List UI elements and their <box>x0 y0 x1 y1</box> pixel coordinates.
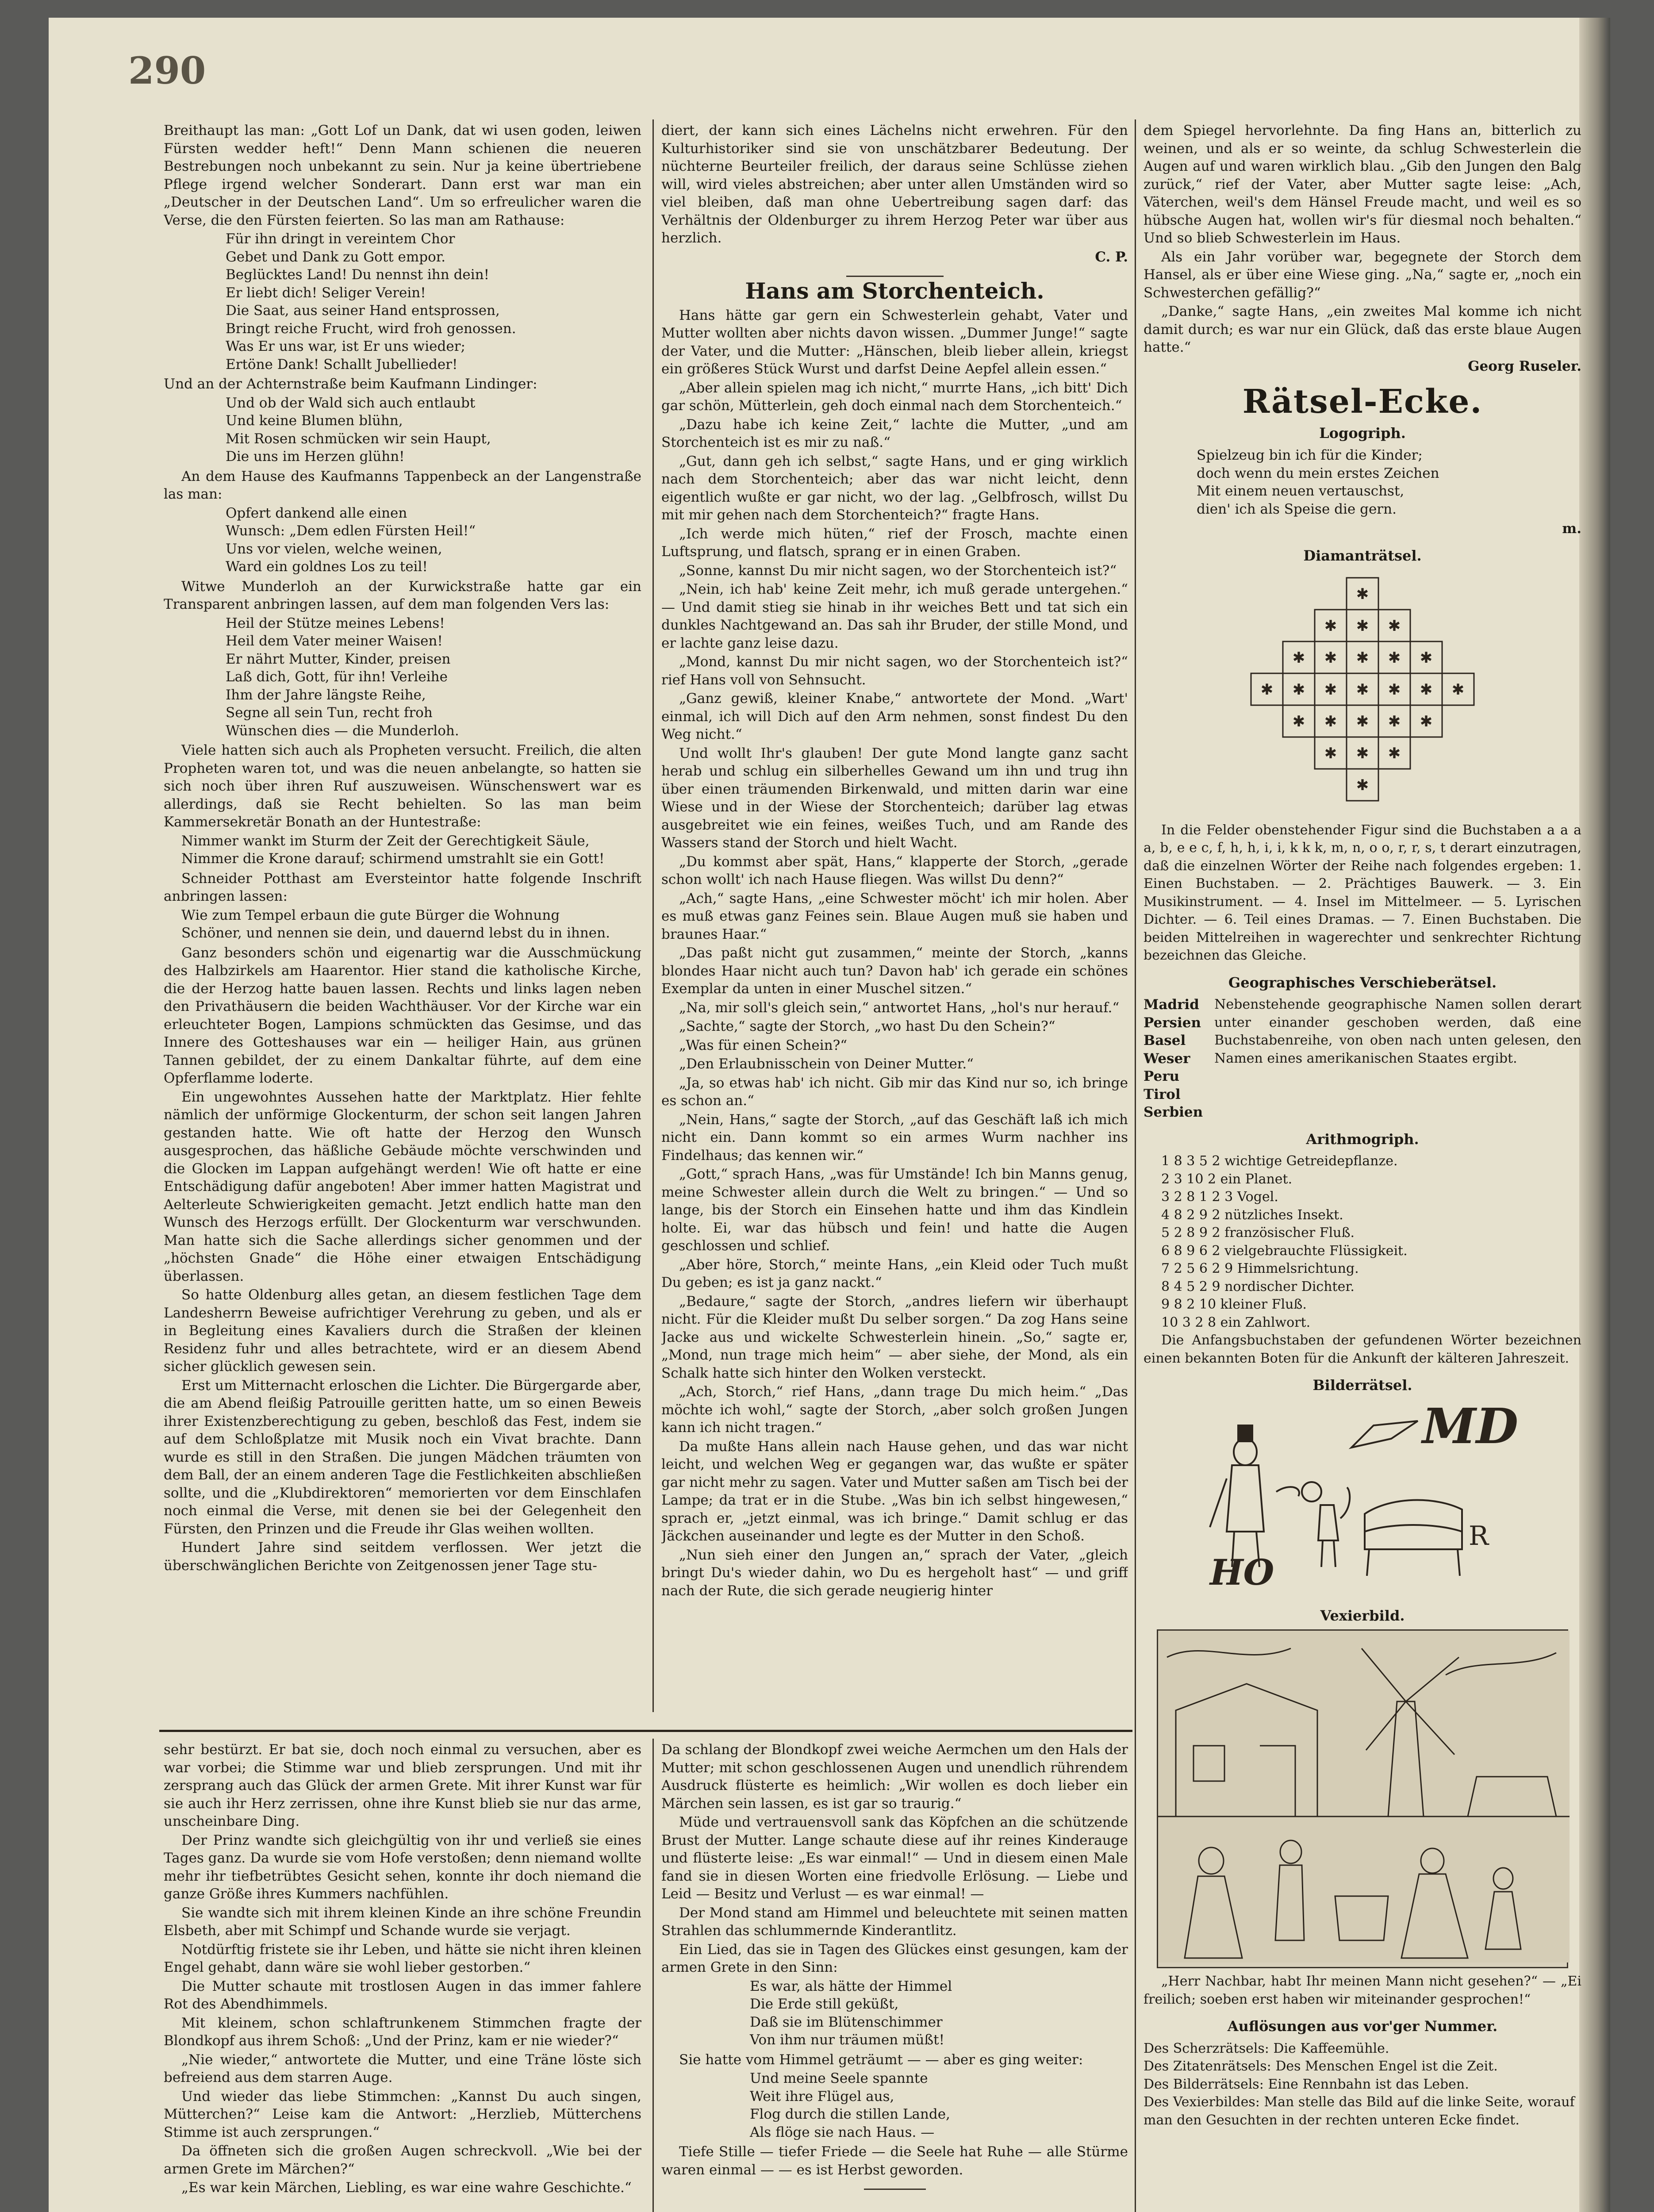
paragraph: „Nie wieder,“ antwortete die Mutter, und eine Träne löste sich befreiend aus dem starren Auge. <box>164 2051 641 2085</box>
diamond-star-icon: ✱ <box>1420 681 1433 699</box>
arithmogriph-line: 6 8 9 6 2 vielgebrauchte Flüssigkeit. <box>1161 1243 1408 1259</box>
verse-line: Von ihm nur träumen müßt! <box>750 2032 945 2048</box>
geo-puzzle-title: Geographisches Verschieberätsel. <box>1228 974 1497 991</box>
verse-line: Wunsch: „Dem edlen Fürsten Heil!“ <box>226 523 476 539</box>
verse <box>226 394 641 466</box>
diamond-star-icon: ✱ <box>1388 745 1401 762</box>
paragraph: „Den Erlaubnisschein von Deiner Mutter.“ <box>679 1056 974 1072</box>
diamond-star-icon: ✱ <box>1420 713 1433 730</box>
paragraph: Hans hätte gar gern ein Schwesterlein gehabt, Vater und Mutter wollten aber nichts davon wissen. „Dummer Junge!“ sagte der Vater, und die Mutter: „Hänschen, bleib lieber allein, kriegst ein größeres Stück Wurst und darfst Deine Aepfel allein essen.“ <box>661 307 1128 377</box>
paragraph: Und an der Achternstraße beim Kaufmann Lindinger: <box>164 376 537 392</box>
logogriph-verse <box>1197 446 1581 518</box>
diamond-puzzle-instructions: In die Felder obenstehender Figur sind die Buchstaben a a a a, b, e e c, f, h, h, i, i, k k k, m, n, o o, r, r, s, t derart einzutragen, daß die einzelnen Wörter der Reihe nach folgendes ergeben: 1. Einen Buchstaben. — 2. Prächtiges Bauwerk. — 3. Ein Musikinstrument. — 4. Insel im Mittelmeer. — 5. Lyrischen Dichter. — 6. Teil eines Dramas. — 7. Einen Buchstaben. Die beiden Mittelreihen in wagerechter und senkrechter Richtung bezeichnen das Gleiche. <box>1144 822 1581 963</box>
picture-puzzle-illustration <box>1144 1399 1581 1594</box>
paragraph: dem Spiegel hervorlehnte. Da fing Hans an, bitterlich zu weinen, und als er so weinte, da schlug Schwesterlein die Augen auf und waren wirklich blau. „Gib den Jungen den Balg zurück,“ rief der Vater, aber Mutter sagte leise: „Ach, Väterchen, weil's dem Hänsel Freude macht, und weil es so hübsche Augen hat, wollen wir's für diesmal noch behalten.“ Und so blieb Schwesterlein im Haus. <box>1144 123 1581 246</box>
paragraph: Notdürftig fristete sie ihr Leben, und hätte sie nicht ihren kleinen Engel gehabt, dann wäre sie wohl lieber gestorben.“ <box>164 1941 641 1975</box>
paragraph: sehr bestürzt. Er bat sie, doch noch einmal zu versuchen, aber es war vorbei; die Stimme war und blieb zersprungen. Und mit ihr zersprang auch das Glück der armen Grete. Mit ihrer Kunst war für sie auch ihr Herz zerrissen, ohne ihre Kunst blieb sie nur das arme, unscheinbare Ding. <box>164 1742 641 1829</box>
vexier-caption: „Herr Nachbar, habt Ihr meinen Mann nicht gesehen?“ — „Ei freilich; soeben erst haben wir miteinander gesprochen!“ <box>1144 1974 1581 2007</box>
paragraph: Da öffneten sich die großen Augen schreckvoll. „Wie bei der armen Grete im Märchen?“ <box>164 2143 641 2177</box>
verse <box>181 832 641 868</box>
book-edge <box>1579 18 1610 2212</box>
paragraph: „Dazu habe ich keine Zeit,“ lachte die Mutter, „und am Storchenteich ist es mir zu naß.“ <box>661 416 1128 450</box>
paragraph: „Ach,“ sagte Hans, „eine Schwester möcht' ich mir holen. Aber es muß etwas ganz Feines sein. Blaue Augen muß sie haben und braunes Haar.“ <box>661 890 1128 942</box>
arithmogriph-line: 5 2 8 9 2 französischer Fluß. <box>1161 1225 1355 1240</box>
diamond-star-icon: ✱ <box>1356 713 1369 730</box>
geo-word: Madrid <box>1144 997 1199 1013</box>
story-title: Hans am Storchenteich. <box>745 278 1044 304</box>
diamond-star-icon: ✱ <box>1324 681 1337 699</box>
arithmogriph-line: 3 2 8 1 2 3 Vogel. <box>1161 1189 1278 1205</box>
paragraph: Viele hatten sich auch als Propheten versucht. Freilich, die alten Propheten waren tot, und was die neuen anbelangte, so hatten sie sich noch über ihren Ruf auszuweisen. Wünschenswert war es allerdings, daß sie Recht behielten. So las man beim Kammersekretär Bonath an der Huntestraße: <box>164 742 641 830</box>
arithmogriph-line: 10 3 2 8 ein Zahlwort. <box>1161 1314 1311 1330</box>
diamond-star-icon: ✱ <box>1356 745 1369 762</box>
paragraph: „Was für einen Schein?“ <box>679 1037 848 1053</box>
vexier-illustration <box>1157 1629 1568 1969</box>
geo-puzzle-instructions: Nebenstehende geographische Namen sollen derart unter einander geschoben werden, daß eine Buchstabenreihe, von oben nach unten gelesen, den Namen eines amerikanischen Staates ergibt. <box>1214 997 1581 1066</box>
paragraph: Sie wandte sich mit ihrem kleinen Kinde an ihre schöne Freundin Elsbeth, aber mit Schimpf und Schande wurde sie verjagt. <box>164 1905 641 1939</box>
verse-line: Schöner, und nennen sie dein, und dauernd lebst du in ihnen. <box>181 925 610 941</box>
logogriph-title: Logogriph. <box>1319 424 1406 442</box>
arithmogriph-title: Arithmogriph. <box>1306 1130 1419 1148</box>
column-divider <box>652 1739 654 2212</box>
verse-line: Es war, als hätte der Himmel <box>750 1978 952 1994</box>
bottom-column-1 <box>164 1741 641 2212</box>
geo-word: Tirol <box>1144 1086 1181 1102</box>
paragraph: Der Prinz wandte sich gleichgültig von ihr und verließ sie eines Tages ganz. Da wurde sie vom Hofe verstoßen; denn niemand wollte mehr ihr tiefbetrübtes Gesicht sehen, konnte ihr doch niemand die ganze Größe ihres Kummers nachfühlen. <box>164 1832 641 1902</box>
paragraph: „Nein, ich hab' keine Zeit mehr, ich muß gerade untergehen.“ — Und damit stieg sie hinab in ihr weiches Bett und tat sich ein dunkles Nachtgewand an. Das sah ihr Bruder, der stille Mond, und er lachte ganz leise dazu. <box>661 581 1128 651</box>
verse-line: Weit ihre Flügel aus, <box>750 2088 894 2104</box>
paragraph: Tiefe Stille — tiefer Friede — die Seele hat Ruhe — alle Stürme waren einmal — — es ist Herbst geworden. <box>661 2144 1128 2178</box>
verse-line: Ward ein goldnes Los zu teil! <box>226 559 428 575</box>
diamond-puzzle-grid <box>1144 569 1581 817</box>
diamond-star-icon: ✱ <box>1420 649 1433 667</box>
paragraph: Breithaupt las man: „Gott Lof un Dank, dat wi usen goden, leiwen Fürsten wedder heft!“ Denn Mann schienen die neueren Bestrebungen noch unbekannt zu sein. Nur ja keine übertriebene Pflege irgend welcher Sonderart. Dann erst war man ein „Deutscher in der Deutschen Land“. Um so erfreulicher waren die Verse, die den Fürsten feierten. So las man am Rathause: <box>164 123 641 228</box>
diamond-puzzle-title: Diamanträtsel. <box>1303 547 1422 564</box>
arithmogriph-instructions: Die Anfangsbuchstaben der gefundenen Wörter bezeichnen einen bekannten Boten für die Ankunft der kälteren Jahreszeit. <box>1144 1333 1581 1366</box>
arithmogriph-lines <box>1161 1152 1581 1332</box>
verse-line: Er liebt dich! Seliger Verein! <box>226 284 426 301</box>
diamond-star-icon: ✱ <box>1388 681 1401 699</box>
paragraph: „Na, mir soll's gleich sein,“ antwortet Hans, „hol's nur herauf.“ <box>679 999 1120 1016</box>
diamond-star-icon: ✱ <box>1292 713 1305 730</box>
author-signature: Georg Ruseler. <box>1468 358 1581 374</box>
paragraph: „Ich werde mich hüten,“ rief der Frosch, machte einen Luftsprung, und flatsch, sprang er in einen Graben. <box>661 526 1128 560</box>
solution-line: Des Bilderrätsels: Eine Rennbahn ist das Leben. <box>1144 2076 1469 2092</box>
picture-puzzle-r: R <box>1469 1520 1489 1551</box>
arithmogriph-line: 2 3 10 2 ein Planet. <box>1161 1171 1293 1187</box>
verse-line: Mit Rosen schmücken wir sein Haupt, <box>226 430 491 447</box>
paragraph: So hatte Oldenburg alles getan, an diesem festlichen Tage dem Landesherrn Beweise aufrichtiger Verehrung zu geben, und als er in Begleitung eines Kavaliers durch die Straßen der kleinen Residenz fuhr und alles betrachtete, wird er an diesem Abend sicher glücklich gewesen sein. <box>164 1287 641 1375</box>
paragraph: „Nein, Hans,“ sagte der Storch, „auf das Geschäft laß ich mich nicht ein. Dann kommt so ein armes Wurm nachher ins Findelhaus; das kennen wir.“ <box>661 1111 1128 1164</box>
author-signature: C. P. <box>1095 249 1128 265</box>
picture-puzzle-ho: HO <box>1210 1551 1274 1593</box>
verse-line: Nimmer wankt im Sturm der Zeit der Gerechtigkeit Säule, <box>181 833 590 849</box>
diamond-star-icon: ✱ <box>1356 681 1369 699</box>
paragraph: „Sachte,“ sagte der Storch, „wo hast Du den Schein?“ <box>679 1018 1055 1034</box>
verse-line: Ihm der Jahre längste Reihe, <box>226 687 426 703</box>
paragraph: „Ganz gewiß, kleiner Knabe,“ antwortete der Mond. „Wart' einmal, ich will Dich auf den Arm nehmen, sonst findest Du den Weg nicht.“ <box>661 691 1128 742</box>
paragraph: Schneider Potthast am Eversteintor hatte folgende Inschrift anbringen lassen: <box>164 870 641 904</box>
diamond-star-icon: ✱ <box>1356 776 1369 794</box>
paragraph: „Gut, dann geh ich selbst,“ sagte Hans, und er ging wirklich nach dem Storchenteich; aber das war nicht leicht, denn eigentlich wußte er gar nicht, wo der lag. „Gelbfrosch, willst Du mit mir gehen nach dem Storchenteich?“ fragte Hans. <box>661 453 1128 523</box>
arithmogriph-line: 7 2 5 6 2 9 Himmelsrichtung. <box>1161 1261 1359 1276</box>
paragraph: „Das paßt nicht gut zusammen,“ meinte der Storch, „kanns blondes Haar nicht auch tun? Davon hab' ich gerade ein schönes Exemplar da unten in einer Muschel sitzen.“ <box>661 945 1128 997</box>
solution-line: Des Vexierbildes: Man stelle das Bild auf die linke Seite, worauf man den Gesuchten in der rechten unteren Ecke findet. <box>1144 2094 1575 2128</box>
verse-line: Laß dich, Gott, für ihn! Verleihe <box>226 669 448 685</box>
verse-line: Segne all sein Tun, recht froh <box>226 705 433 721</box>
diamond-star-icon: ✱ <box>1451 681 1465 699</box>
verse-line: Bringt reiche Frucht, wird froh genossen. <box>226 320 516 337</box>
divider <box>846 276 944 277</box>
puzzle-section-title: Rätsel-Ecke. <box>1242 383 1483 421</box>
paragraph: Der Mond stand am Himmel und beleuchtete mit seinen matten Strahlen das schlummernde Kinderantlitz. <box>661 1905 1128 1939</box>
solutions-list <box>1144 2040 1581 2130</box>
verse-line: Als flöge sie nach Haus. — <box>750 2124 935 2140</box>
diamond-star-icon: ✱ <box>1356 649 1369 667</box>
paragraph: Ein Lied, das sie in Tagen des Glückes einst gesungen, kam der armen Grete in den Sinn: <box>661 1941 1128 1975</box>
picture-puzzle-title: Bilderrätsel. <box>1312 1377 1412 1394</box>
verse-line: Spielzeug bin ich für die Kinder; <box>1197 447 1423 463</box>
verse-line: Und keine Blumen blühn, <box>226 413 403 429</box>
paragraph: „Du kommst aber spät, Hans,“ klapperte der Storch, „gerade schon wollt' ich nach Hause fliegen. Was willst Du denn?“ <box>661 853 1128 887</box>
geo-word: Peru <box>1144 1068 1180 1084</box>
paragraph: Als ein Jahr vorüber war, begegnete der Storch dem Hansel, als er über eine Wiese ging. „Na,“ sagte er, „noch ein Schwesterchen gefällig?“ <box>1144 249 1581 301</box>
vexier-picture <box>1158 1631 1570 1962</box>
verse-line: Opfert dankend alle einen <box>226 505 407 521</box>
vexier-title: Vexierbild. <box>1320 1607 1405 1624</box>
verse-line: Was Er uns war, ist Er uns wieder; <box>226 338 465 354</box>
paragraph: „Nun sieh einer den Jungen an,“ sprach der Vater, „gleich bringt Du's wieder dahin, wo Du es hergeholt hast“ — und griff nach der Rute, die sich gerade neugierig hinter <box>661 1547 1128 1599</box>
paragraph: An dem Hause des Kaufmanns Tappenbeck an der Langenstraße las man: <box>164 468 641 502</box>
verse-line: doch wenn du mein erstes Zeichen <box>1197 465 1439 481</box>
verse-line: Beglücktes Land! Du nennst ihn dein! <box>226 267 490 283</box>
arithmogriph-line: 8 4 5 2 9 nordischer Dichter. <box>1161 1279 1355 1294</box>
paragraph: „Danke,“ sagte Hans, „ein zweites Mal komme ich nicht damit durch; es war nur ein Glück, daß das erste blaue Augen hatte.“ <box>1144 303 1581 355</box>
paragraph: „Bedaure,“ sagte der Storch, „andres liefern wir überhaupt nicht. Für die Kleider mußt Du selber sorgen.“ Da zog Hans seine Jacke aus und wickelte Schwesterlein hinein. „So,“ sagte er, „Mond, nun trage mich heim“ — aber siehe, der Mond, als ein Schalk hatte sich hinter den Wolken versteckt. <box>661 1293 1128 1381</box>
paragraph: Erst um Mitternacht erloschen die Lichter. Die Bürgergarde aber, die am Abend fleißig Patrouille geritten hatte, um so einen Beweis ihrer Existenzberechtigung zu geben, beschloß das Fest, indem sie auf dem Schloßplatze mit Musik noch ein Vivat brachte. Dann wurde es still in den Straßen. Die jungen Mädchen träumten von dem Ball, der an einem anderen Tage die Festlichkeiten abschließen sollte, und die „Klubdirektoren“ memorierten vor dem Einschlafen noch einmal die Verse, mit denen sie bei der Gelegenheit den Fürsten, den Prinzen und die Freude ihr Glas weihen wollten. <box>164 1377 641 1537</box>
paragraph: Ganz besonders schön und eigenartig war die Ausschmückung des Halbzirkels am Haarentor. Hier stand die katholische Kirche, die der Herzog hatte bauen lassen. Rechts und links lagen neben den Privathäusern die beiden Wachthäuser. Vor der Kirche war ein erleuchteter Bogen, Lampions schmückten das Gesimse, und das Innere des Gotteshauses war ein — heiliger Hain, aus grünen Tannen gebildet, der zu einem Dankaltar führte, auf dem eine Opferflamme loderte. <box>164 945 641 1086</box>
column-divider <box>652 119 654 1712</box>
logogriph-signature: m. <box>1562 521 1581 537</box>
arithmogriph-line: 1 8 3 5 2 wichtige Getreidepflanze. <box>1161 1153 1398 1169</box>
verse-line: dien' ich als Speise die gern. <box>1197 501 1397 517</box>
verse-line: Für ihn dringt in vereintem Chor <box>226 231 455 247</box>
verse-line: Wie zum Tempel erbaun die gute Bürger die Wohnung <box>181 907 560 923</box>
page-number: 290 <box>128 49 206 92</box>
diamond-star-icon: ✱ <box>1388 649 1401 667</box>
verse-line: Und ob der Wald sich auch entlaubt <box>226 395 476 411</box>
paragraph: „Gott,“ sprach Hans, „was für Umstände! Ich bin Manns genug, meine Schwester allein durch die Welt zu bringen.“ — Und so lange, bis der Storch ein Einsehen hatte und ihm das Kindlein holte. Ei, war das hübsch und fein! und hatte die Augen geschlossen und schlief. <box>661 1166 1128 1254</box>
solutions-title: Auflösungen aus vor'ger Nummer. <box>1227 2018 1498 2035</box>
picture-puzzle-md: MD <box>1422 1398 1519 1455</box>
diamond-star-icon: ✱ <box>1260 681 1274 699</box>
column-1 <box>164 122 641 1723</box>
verse-line: Er nährt Mutter, Kinder, preisen <box>226 651 451 667</box>
paragraph: „Sonne, kannst Du mir nicht sagen, wo der Storchenteich ist?“ <box>679 562 1117 579</box>
verse-line: Die Erde still geküßt, <box>750 1996 899 2012</box>
paragraph: „Aber allein spielen mag ich nicht,“ murrte Hans, „ich bitt' Dich gar schön, Mütterlein, geh doch einmal nach dem Storchenteich.“ <box>661 380 1128 414</box>
diamond-star-icon: ✱ <box>1356 617 1369 635</box>
geo-word: Basel <box>1144 1033 1186 1048</box>
verse-line: Die uns im Herzen glühn! <box>226 449 405 465</box>
geo-word: Serbien <box>1144 1104 1203 1120</box>
verse-line: Heil dem Vater meiner Waisen! <box>226 633 443 649</box>
paragraph: Da mußte Hans allein nach Hause gehen, und das war nicht leicht, und welchen Weg er gegangen war, das wußte er später gar nicht mehr zu sagen. Vater und Mutter saßen am Tisch bei der Lampe; da trat er in die Stube. „Was bin ich selbst hingewesen,“ sprach er, „jetzt einmal, was ich bringe.“ Damit schlug er das Jäckchen auseinander und legte es der Mutter in den Schoß. <box>661 1438 1128 1544</box>
section-divider <box>159 1730 1132 1732</box>
verse-line: Die Saat, aus seiner Hand entsprossen, <box>226 303 500 319</box>
verse <box>226 230 641 373</box>
verse-line: Mit einem neuen vertauschst, <box>1197 483 1405 499</box>
diamond-star-icon: ✱ <box>1292 681 1305 699</box>
diamond-star-icon: ✱ <box>1324 713 1337 730</box>
column-divider <box>1135 119 1136 2212</box>
paragraph: „Mond, kannst Du mir nicht sagen, wo der Storchenteich ist?“ rief Hans voll von Sehnsucht. <box>661 654 1128 688</box>
paragraph: Und wollt Ihr's glauben! Der gute Mond langte ganz sacht herab und schlug ein silberhelles Gewand um ihn und trug ihn über einen träumenden Birkenwald, und mitten darin war eine Wiese und in der Wiese der Storchenteich; darüber lag etwas ausgebreitet wie ein feines, weißes Tuch, und am Rande des Wassers stand der Storch und hielt Wacht. <box>661 745 1128 851</box>
diamond-star-icon: ✱ <box>1292 649 1305 667</box>
diamond-star-icon: ✱ <box>1324 649 1337 667</box>
solution-line: Des Scherzrätsels: Die Kaffeemühle. <box>1144 2040 1389 2056</box>
newspaper-page <box>49 18 1610 2212</box>
verse <box>226 614 641 740</box>
geo-word: Persien <box>1144 1014 1201 1031</box>
paragraph: Hundert Jahre sind seitdem verflossen. Wer jetzt die überschwänglichen Berichte von Zeitgenossen jener Tage stu- <box>164 1540 641 1574</box>
paragraph: „Aber höre, Storch,“ meinte Hans, „ein Kleid oder Tuch mußt Du geben; es ist ja ganz nackt.“ <box>661 1256 1128 1290</box>
arithmogriph-line: 9 8 2 10 kleiner Fluß. <box>1161 1297 1307 1312</box>
column-2 <box>661 122 1128 1723</box>
paragraph: Mit kleinem, schon schlaftrunkenem Stimmchen fragte der Blondkopf aus ihrem Schoß: „Und der Prinz, kam er nie wieder?“ <box>164 2015 641 2049</box>
paragraph: „Es war kein Märchen, Liebling, es war eine wahre Geschichte.“ <box>181 2180 632 2196</box>
arithmogriph-line: 4 8 2 9 2 nützliches Insekt. <box>1161 1207 1343 1223</box>
solution-line: Des Zitatenrätsels: Des Menschen Engel ist die Zeit. <box>1144 2058 1498 2074</box>
divider <box>864 2189 926 2190</box>
paragraph: Witwe Munderloh an der Kurwickstraße hatte gar ein Transparent anbringen lassen, auf dem man folgenden Vers las: <box>164 578 641 612</box>
diamond-star-icon: ✱ <box>1388 617 1401 635</box>
geo-word: Weser <box>1144 1050 1190 1067</box>
verse-line: Ertöne Dank! Schallt Jubellieder! <box>226 356 458 373</box>
paragraph: Die Mutter schaute mit trostlosen Augen in das immer fahlere Rot des Abendhimmels. <box>164 1978 641 2012</box>
verse-line: Und meine Seele spannte <box>750 2070 928 2086</box>
diamond-star-icon: ✱ <box>1324 745 1337 762</box>
verse-line: Daß sie im Blütenschimmer <box>750 2014 943 2030</box>
bottom-column-2 <box>661 1741 1128 2212</box>
paragraph: Sie hatte vom Himmel geträumt — — aber es ging weiter: <box>679 2051 1083 2068</box>
paragraph: Da schlang der Blondkopf zwei weiche Aermchen um den Hals der Mutter; mit schon geschlossenen Augen und unendlich rührendem Ausdruck flüsterte es heimlich: „Wir wollen es doch lieber ein Märchen sein lassen, es ist gar so traurig.“ <box>661 1742 1128 1812</box>
paragraph: „Ach, Storch,“ rief Hans, „dann trage Du mich heim.“ „Das möchte ich wohl,“ sagte der Storch, „aber solch großen Jungen kann ich nicht tragen.“ <box>661 1384 1128 1436</box>
geo-puzzle <box>1144 996 1581 1121</box>
geo-word-list <box>1144 996 1203 1121</box>
verse <box>750 2070 1128 2141</box>
paragraph: Ein ungewohntes Aussehen hatte der Marktplatz. Hier fehlte nämlich der unförmige Glockenturm, der schon seit langen Jahren gestanden hatte. Wie oft hatte der Herzog den Wunsch ausgesprochen, das häßliche Gebäude möchte verschwinden und die Glocken im Lappan aufgehängt werden! Wie oft hatte er eine Entschädigung dafür angeboten! Aber immer hatten Magistrat und Aelterleute Schwierigkeiten gemacht. Jetzt endlich hatte man den Wunsch des Herzogs erfüllt. Der Glockenturm war verschwunden. Man hatte sich die Sache allerdings sicher genommen und der „höchsten Gnade“ die Höhe einer etwaigen Entschädigung überlassen. <box>164 1089 641 1284</box>
diamond-star-icon: ✱ <box>1324 617 1337 635</box>
verse-line: Nimmer die Krone darauf; schirmend umstrahlt sie ein Gott! <box>181 851 605 867</box>
paragraph: Müde und vertrauensvoll sank das Köpfchen an die schützende Brust der Mutter. Lange schaute diese auf ihr reines Kinderauge und flüsterte leise: „Es war einmal!“ — Und in diesem einen Male fand sie in diesen Worten eine friedvolle Erlösung. — Liebe und Leid — Besitz und Verlust — es war einmal! — <box>661 1814 1128 1902</box>
paragraph: „Ja, so etwas hab' ich nicht. Gib mir das Kind nur so, ich bringe es schon an.“ <box>661 1075 1128 1109</box>
verse-line: Flog durch die stillen Lande, <box>750 2106 950 2122</box>
diamond-star-icon: ✱ <box>1388 713 1401 730</box>
verse <box>226 504 641 576</box>
verse-line: Gebet und Dank zu Gott empor. <box>226 249 446 265</box>
verse-line: Heil der Stütze meines Lebens! <box>226 615 445 631</box>
diamond-star-icon: ✱ <box>1356 585 1369 603</box>
verse <box>181 906 641 942</box>
paragraph: Und wieder das liebe Stimmchen: „Kannst Du auch singen, Mütterchen?“ Leise kam die Antwort: „Herzlieb, Mütterchens Stimme ist auch zersprungen.“ <box>164 2088 641 2140</box>
verse-line: Wünschen dies — die Munderloh. <box>226 722 459 739</box>
verse-line: Uns vor vielen, welche weinen, <box>226 541 442 557</box>
paragraph: diert, der kann sich eines Lächelns nicht erwehren. Für den Kulturhistoriker sind sie von unschätzbarer Bedeutung. Der nüchterne Beurteiler freilich, der daraus seine Schlüsse ziehen will, wird vieles abstreichen; aber unter allen Umständen wird so viel bleiben, daß man ohne Uebertreibung sagen darf: das Verhältnis der Oldenburger zu ihrem Herzog Peter war über aus herzlich. <box>661 123 1128 246</box>
verse <box>750 1978 1128 2049</box>
column-3 <box>1144 122 1581 2212</box>
